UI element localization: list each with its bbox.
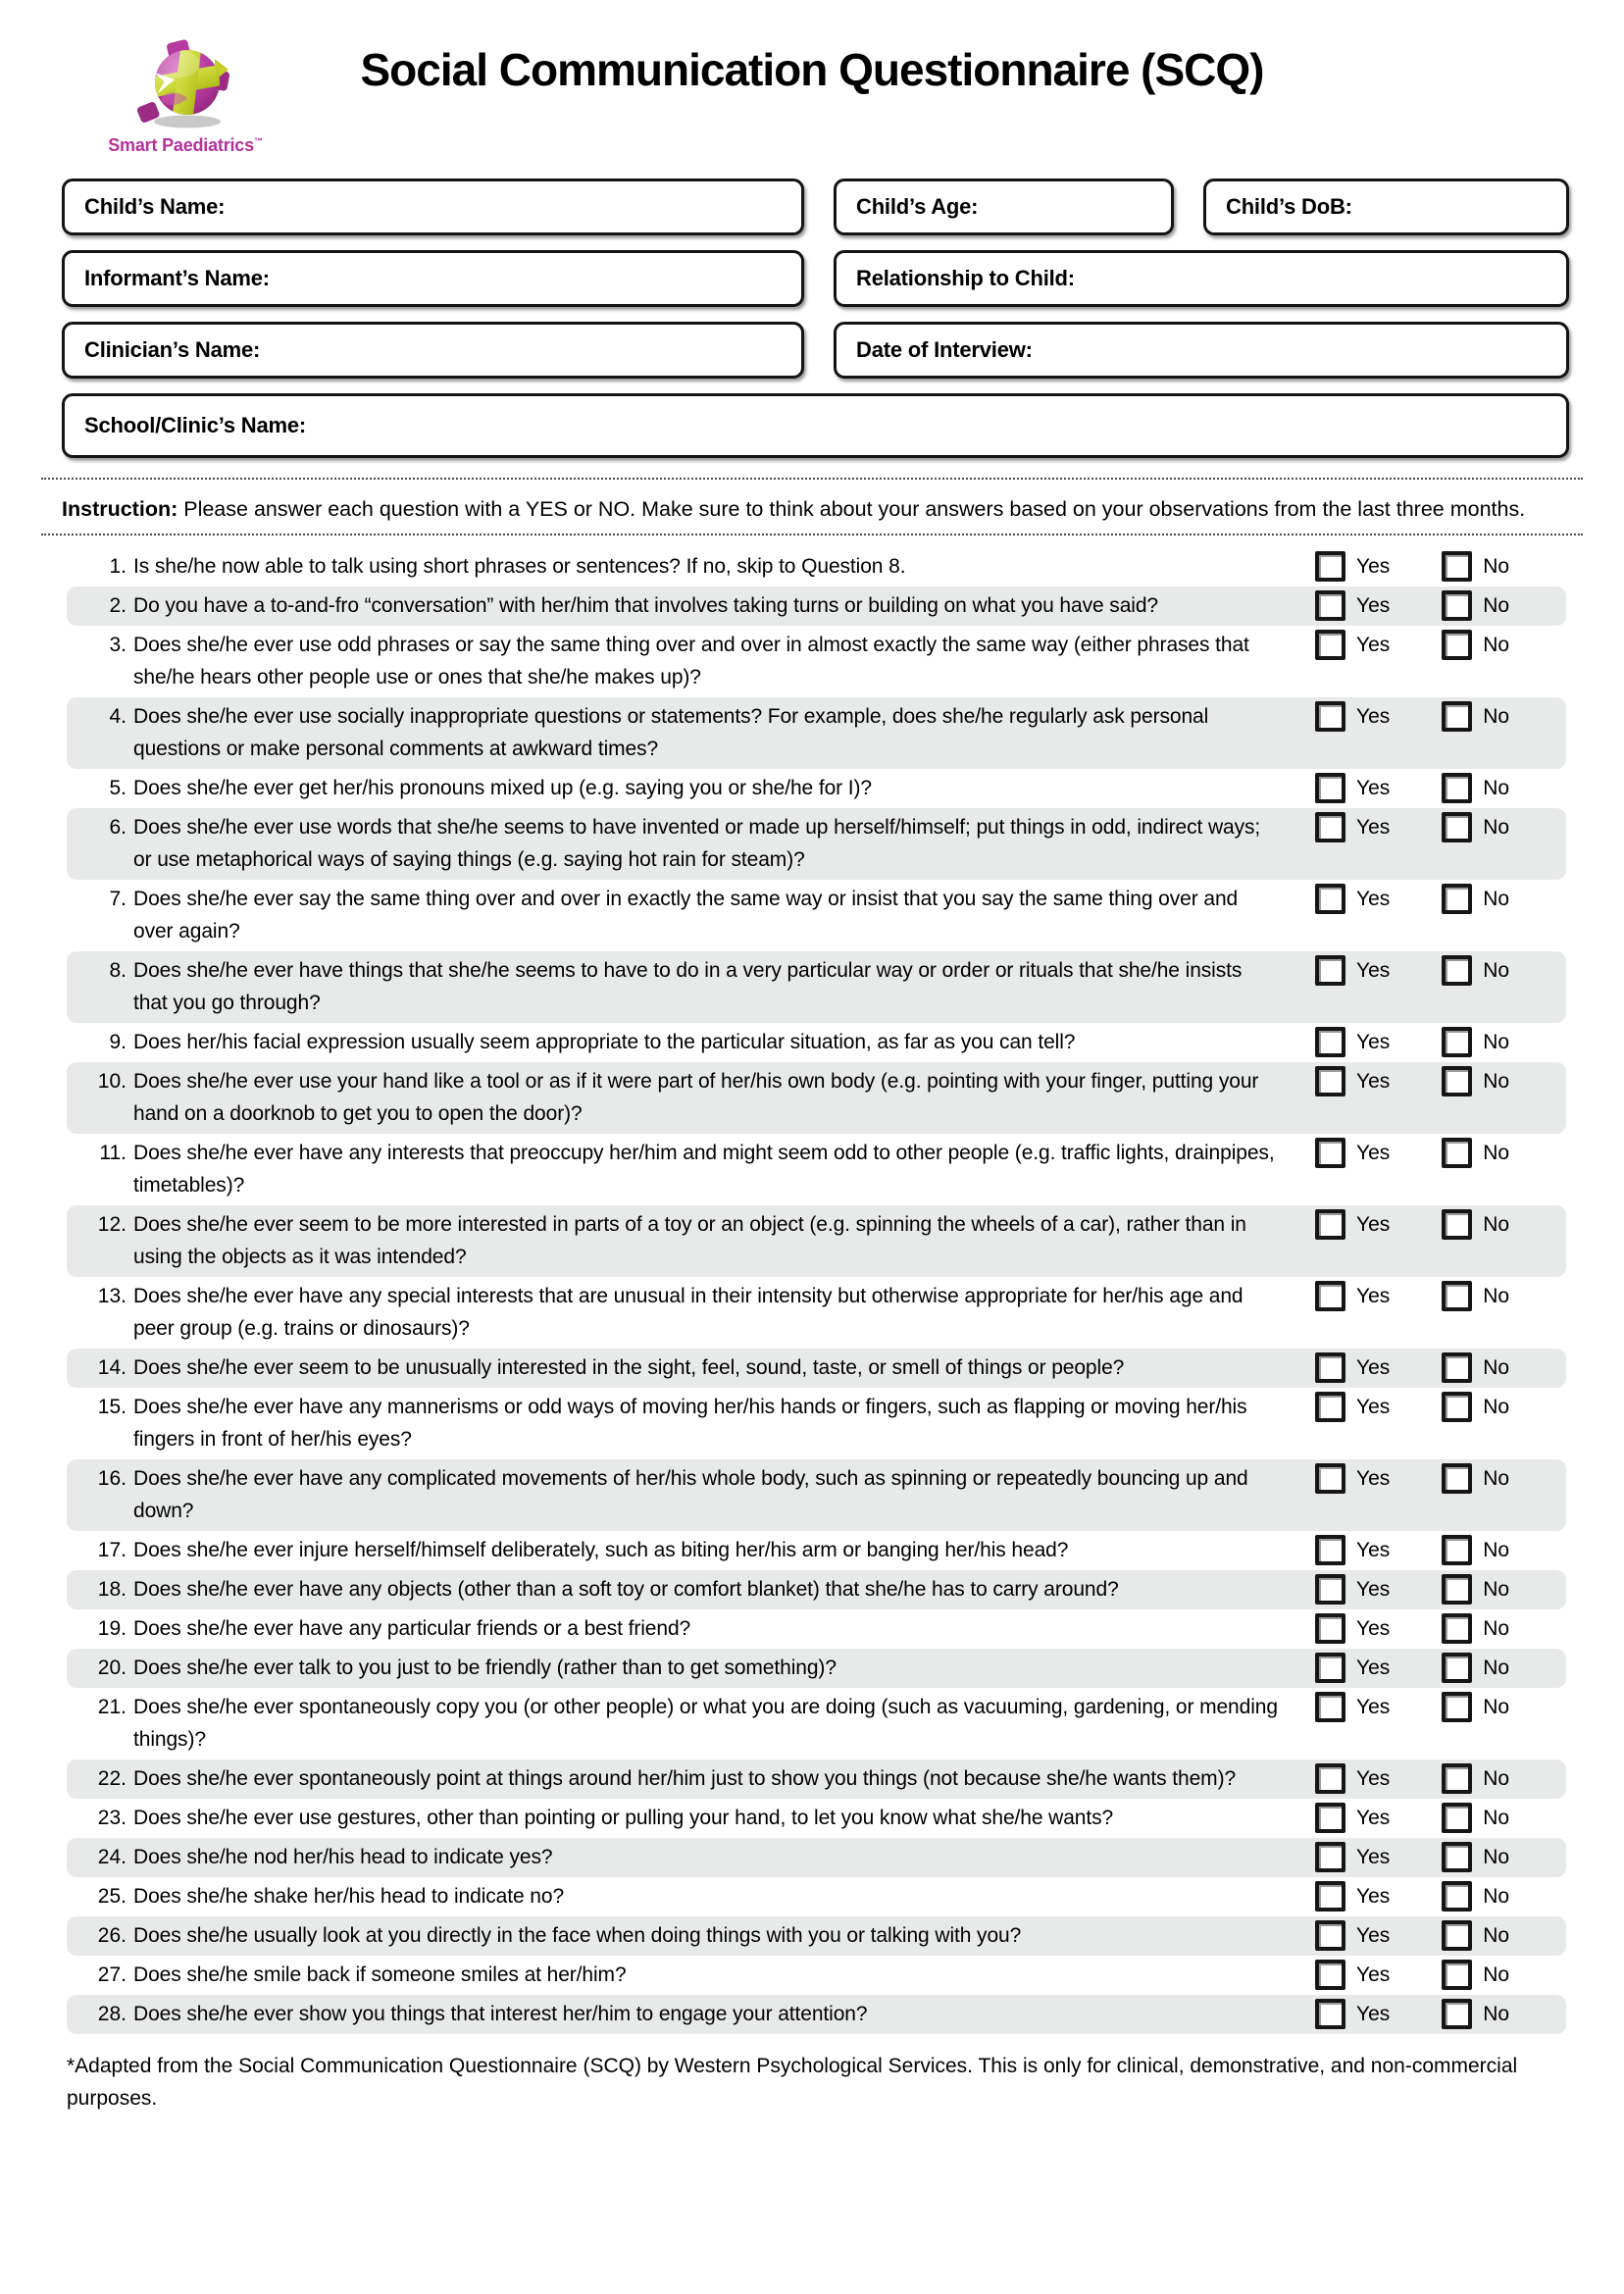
yes-checkbox[interactable] (1315, 1960, 1345, 1990)
no-label: No (1483, 1696, 1510, 1718)
question-number: 1. (109, 555, 127, 578)
yes-checkbox[interactable] (1315, 884, 1345, 914)
answer-options (1315, 550, 1560, 583)
no-label: No (1483, 777, 1510, 799)
no-label: No (1483, 1767, 1510, 1790)
no-label: No (1483, 1924, 1510, 1947)
no-label: No (1483, 1031, 1510, 1053)
answer-options (1315, 1280, 1560, 1312)
no-checkbox[interactable] (1442, 1960, 1472, 1990)
question-number: 22. (97, 1767, 127, 1790)
no-label: No (1483, 1142, 1510, 1164)
question-number: 17. (97, 1539, 127, 1561)
question-number: 26. (97, 1924, 127, 1947)
question-row (67, 769, 1566, 808)
question-row (67, 1023, 1566, 1062)
yes-label: Yes (1356, 1846, 1391, 1868)
yes-label: Yes (1356, 1578, 1391, 1601)
question-number: 16. (97, 1467, 127, 1490)
yes-checkbox[interactable] (1315, 812, 1345, 842)
yes-label: Yes (1356, 1285, 1391, 1307)
question-row (67, 1531, 1566, 1570)
answer-options (1315, 1573, 1560, 1606)
question-row (67, 1459, 1566, 1531)
patient-info-section (62, 178, 1569, 458)
question-row (67, 697, 1566, 769)
yes-checkbox[interactable] (1315, 1803, 1345, 1833)
question-number: 12. (97, 1213, 127, 1236)
no-label: No (1483, 1578, 1510, 1601)
no-label: No (1483, 816, 1510, 839)
yes-label: Yes (1356, 1617, 1391, 1640)
question-row (67, 951, 1566, 1023)
no-checkbox[interactable] (1442, 773, 1472, 803)
no-label: No (1483, 1617, 1510, 1640)
answer-options (1315, 1841, 1560, 1873)
answer-options (1315, 1462, 1560, 1495)
question-row (67, 1205, 1566, 1277)
no-label: No (1483, 1807, 1510, 1829)
no-checkbox[interactable] (1442, 1574, 1472, 1605)
no-checkbox[interactable] (1442, 551, 1472, 582)
answer-options (1315, 954, 1560, 987)
answer-options (1315, 1391, 1560, 1423)
no-checkbox[interactable] (1442, 884, 1472, 914)
yes-label: Yes (1356, 888, 1391, 910)
no-label: No (1483, 1213, 1510, 1236)
no-checkbox[interactable] (1442, 1281, 1472, 1311)
yes-label: Yes (1356, 555, 1391, 578)
question-text: Does she/he ever have any interests that preoccupy her/him and might seem odd to other people (e.g. traffic lights, drainpipes, timetables)? (133, 1142, 1275, 1197)
yes-checkbox[interactable] (1315, 1613, 1345, 1644)
yes-checkbox[interactable] (1315, 1027, 1345, 1057)
question-text: Does she/he smile back if someone smiles at her/him? (133, 1963, 627, 1986)
yes-checkbox[interactable] (1315, 1763, 1345, 1794)
question-row (67, 808, 1566, 880)
question-text: Does she/he ever use gestures, other than pointing or pulling your hand, to let you know what she/he wants? (133, 1807, 1114, 1829)
question-number: 11. (99, 1142, 127, 1164)
question-row (67, 1277, 1566, 1349)
no-label: No (1483, 555, 1510, 578)
no-label: No (1483, 594, 1510, 617)
no-label: No (1483, 1885, 1510, 1908)
yes-label: Yes (1356, 1031, 1391, 1053)
yes-checkbox[interactable] (1315, 1653, 1345, 1683)
answer-options (1315, 1652, 1560, 1684)
question-number: 6. (109, 816, 127, 839)
no-label: No (1483, 1356, 1510, 1379)
no-checkbox[interactable] (1442, 1692, 1472, 1722)
info-row-2 (62, 250, 1569, 307)
yes-checkbox[interactable] (1315, 1535, 1345, 1565)
no-label: No (1483, 1657, 1510, 1679)
no-label: No (1483, 1396, 1510, 1418)
question-number: 5. (109, 777, 127, 799)
yes-checkbox[interactable] (1315, 1281, 1345, 1311)
page-title: Social Communication Questionnaire (SCQ) (360, 44, 1264, 95)
no-checkbox[interactable] (1442, 1392, 1472, 1422)
no-checkbox[interactable] (1442, 1653, 1472, 1683)
yes-label: Yes (1356, 2003, 1391, 2025)
question-text: Does she/he ever have any particular friends or a best friend? (133, 1617, 691, 1640)
no-label: No (1483, 2003, 1510, 2025)
no-checkbox[interactable] (1442, 1763, 1472, 1794)
question-text: Does she/he ever injure herself/himself deliberately, such as biting her/his arm or banging her/his head? (133, 1539, 1069, 1561)
info-row-4 (62, 393, 1569, 458)
question-row (67, 626, 1566, 697)
question-number: 2. (109, 594, 127, 617)
relationship-to-child-field[interactable] (834, 250, 1569, 307)
question-number: 7. (109, 888, 127, 910)
no-label: No (1483, 1539, 1510, 1561)
date-of-interview-label: Date of Interview: (856, 337, 1033, 362)
yes-checkbox[interactable] (1315, 701, 1345, 732)
no-checkbox[interactable] (1442, 1613, 1472, 1644)
answer-options (1315, 1880, 1560, 1912)
question-text: Does she/he ever talk to you just to be friendly (rather than to get something)? (133, 1657, 837, 1679)
question-text: Does she/he ever spontaneously point at things around her/him just to show you things (not because she/he wants them)? (133, 1767, 1237, 1790)
question-text: Does she/he ever have any special interests that are unusual in their intensity but otherwise appropriate for her/his age and peer group (e.g. trains or dinosaurs)? (133, 1285, 1243, 1340)
yes-label: Yes (1356, 705, 1391, 728)
childs-age-label: Child’s Age: (856, 194, 979, 219)
answer-options (1315, 700, 1560, 733)
question-number: 3. (109, 634, 127, 656)
question-number: 10. (97, 1070, 127, 1093)
yes-checkbox[interactable] (1315, 1920, 1345, 1951)
no-label: No (1483, 1070, 1510, 1093)
answer-options (1315, 629, 1560, 661)
question-text: Does she/he ever spontaneously copy you (or other people) or what you are doing (such as vacuuming, gardening, or mending things)? (133, 1696, 1278, 1751)
question-row (67, 1956, 1566, 1995)
yes-checkbox[interactable] (1315, 1692, 1345, 1722)
yes-label: Yes (1356, 1767, 1391, 1790)
answer-options (1315, 1351, 1560, 1384)
question-text: Does she/he usually look at you directly in the face when doing things with you or talking with you? (133, 1924, 1022, 1947)
question-text: Does she/he ever have any objects (other than a soft toy or comfort blanket) that she/he has to carry around? (133, 1578, 1119, 1601)
answer-options (1315, 1959, 1560, 1991)
question-row (67, 1609, 1566, 1649)
footnote: *Adapted from the Social Communication Questionnaire (SCQ) by Western Psychological Services. This is only for clinical, demonstrative, and non-commercial purposes. (67, 2055, 1518, 2110)
answer-options (1315, 1612, 1560, 1645)
question-text: Do you have a to-and-fro “conversation” with her/him that involves taking turns or building on what you have said? (133, 594, 1159, 617)
date-of-interview-field[interactable] (834, 322, 1569, 379)
no-checkbox[interactable] (1442, 1138, 1472, 1168)
yes-label: Yes (1356, 1213, 1391, 1236)
question-number: 28. (97, 2003, 127, 2025)
question-text: Does she/he ever use your hand like a tool or as if it were part of her/his own body (e.g. pointing with your finger, putting your hand on a doorknob to get you to open the door)? (133, 1070, 1259, 1125)
question-text: Does she/he ever have any complicated movements of her/his whole body, such as spinning or repeatedly bouncing up and down? (133, 1467, 1248, 1522)
no-checkbox[interactable] (1442, 1803, 1472, 1833)
clinicians-name-field[interactable] (62, 322, 804, 379)
question-text: Does she/he ever use odd phrases or say the same thing over and over in almost exactly the same way (either phrases that she/he hears other people use or ones that she/he makes up)? (133, 634, 1249, 688)
no-label: No (1483, 634, 1510, 656)
no-label: No (1483, 1963, 1510, 1986)
question-row (67, 1062, 1566, 1134)
answer-options (1315, 1762, 1560, 1795)
question-number: 4. (109, 705, 127, 728)
question-text: Does she/he ever get her/his pronouns mixed up (e.g. saying you or she/he for I)? (133, 777, 872, 799)
yes-checkbox[interactable] (1315, 1842, 1345, 1872)
yes-label: Yes (1356, 1142, 1391, 1164)
question-text: Does she/he ever say the same thing over and over in exactly the same way or insist that you say the same thing over and over again? (133, 888, 1239, 943)
question-row (67, 1877, 1566, 1916)
question-row (67, 1838, 1566, 1877)
no-checkbox[interactable] (1442, 1881, 1472, 1912)
no-label: No (1483, 1846, 1510, 1868)
question-number: 23. (97, 1807, 127, 1829)
no-checkbox[interactable] (1442, 1920, 1472, 1951)
childs-dob-field[interactable] (1203, 178, 1569, 235)
question-text: Does she/he shake her/his head to indicate no? (133, 1885, 565, 1908)
form-header (0, 0, 1624, 178)
answer-options (1315, 1998, 1560, 2030)
childs-name-label: Child’s Name: (84, 194, 226, 219)
yes-label: Yes (1356, 1657, 1391, 1679)
yes-label: Yes (1356, 1885, 1391, 1908)
no-label: No (1483, 959, 1510, 982)
instruction-label: Instruction: (62, 497, 178, 521)
question-text: Does she/he ever have any mannerisms or odd ways of moving her/his hands or fingers, such as flapping or moving her/his fingers in front of her/his eyes? (133, 1396, 1247, 1451)
yes-checkbox[interactable] (1315, 1881, 1345, 1912)
question-number: 19. (97, 1617, 127, 1640)
no-checkbox[interactable] (1442, 701, 1472, 732)
question-text: Does she/he ever seem to be more interested in parts of a toy or an object (e.g. spinning the wheels of a car), rather than in using the objects as it was intended? (133, 1213, 1246, 1268)
yes-label: Yes (1356, 634, 1391, 656)
question-text: Does she/he ever show you things that interest her/him to engage your attention? (133, 2003, 868, 2025)
yes-checkbox[interactable] (1315, 630, 1345, 660)
instruction-body: Please answer each question with a YES or NO. Make sure to think about your answers based on your observations from the last three months. (183, 497, 1526, 521)
question-number: 15. (97, 1396, 127, 1418)
question-row (67, 1570, 1566, 1609)
answer-options (1315, 1026, 1560, 1058)
yes-label: Yes (1356, 816, 1391, 839)
question-text: Does she/he ever seem to be unusually interested in the sight, feel, sound, taste, or smell of things or people? (133, 1356, 1125, 1379)
question-row (67, 880, 1566, 951)
no-label: No (1483, 1467, 1510, 1490)
yes-label: Yes (1356, 1396, 1391, 1418)
informants-name-label: Informant’s Name: (84, 266, 270, 290)
yes-label: Yes (1356, 1070, 1391, 1093)
answer-options (1315, 1208, 1560, 1241)
dotted-divider-bottom (41, 534, 1583, 535)
question-row (67, 547, 1566, 586)
school-clinic-name-field[interactable] (62, 393, 1569, 458)
informants-name-field[interactable] (62, 250, 804, 307)
yes-label: Yes (1356, 777, 1391, 799)
yes-label: Yes (1356, 1696, 1391, 1718)
yes-checkbox[interactable] (1315, 1209, 1345, 1240)
question-number: 21. (97, 1696, 127, 1718)
question-row (67, 1649, 1566, 1688)
question-row (67, 1995, 1566, 2034)
question-number: 20. (97, 1657, 127, 1679)
yes-checkbox[interactable] (1315, 1352, 1345, 1383)
question-number: 14. (97, 1356, 127, 1379)
answer-options (1315, 1802, 1560, 1834)
no-checkbox[interactable] (1442, 1999, 1472, 2029)
yes-label: Yes (1356, 1963, 1391, 1986)
question-list (67, 547, 1566, 2034)
answer-options (1315, 1919, 1560, 1952)
no-checkbox[interactable] (1442, 1535, 1472, 1565)
brand-name: Smart Paediatrics™ (108, 135, 263, 155)
question-number: 25. (97, 1885, 127, 1908)
clinicians-name-label: Clinician’s Name: (84, 337, 261, 362)
question-number: 18. (97, 1578, 127, 1601)
question-text: Does she/he nod her/his head to indicate yes? (133, 1846, 553, 1868)
info-row-1 (62, 178, 1569, 235)
question-text: Does she/he ever use words that she/he seems to have invented or made up herself/himself; put things in odd, indirect ways; or use metaphorical ways of saying things (e.g. saying hot rain for steam)? (133, 816, 1261, 871)
yes-label: Yes (1356, 1539, 1391, 1561)
yes-checkbox[interactable] (1315, 1392, 1345, 1422)
answer-options (1315, 811, 1560, 843)
question-text: Does she/he ever use socially inappropriate questions or statements? For example, does she/he regularly ask personal questions or make personal comments at awkward times? (133, 705, 1209, 760)
yes-checkbox[interactable] (1315, 551, 1345, 582)
yes-checkbox[interactable] (1315, 1066, 1345, 1096)
childs-name-field[interactable] (62, 178, 804, 235)
no-checkbox[interactable] (1442, 812, 1472, 842)
yes-checkbox[interactable] (1315, 1999, 1345, 2029)
question-row (67, 1759, 1566, 1799)
no-checkbox[interactable] (1442, 1027, 1472, 1057)
info-row-3 (62, 322, 1569, 379)
yes-label: Yes (1356, 594, 1391, 617)
no-checkbox[interactable] (1442, 955, 1472, 986)
question-row (67, 1916, 1566, 1956)
question-number: 13. (97, 1285, 127, 1307)
school-clinic-name-label: School/Clinic’s Name: (84, 413, 307, 437)
no-label: No (1483, 888, 1510, 910)
trademark-symbol: ™ (253, 136, 263, 146)
question-text: Does she/he ever have things that she/he seems to have to do in a very particular way or order or rituals that she/he insists that you go through? (133, 959, 1243, 1014)
yes-label: Yes (1356, 1807, 1391, 1829)
answer-options (1315, 1065, 1560, 1097)
no-checkbox[interactable] (1442, 1352, 1472, 1383)
question-row (67, 586, 1566, 626)
question-number: 24. (97, 1846, 127, 1868)
dotted-divider-top (41, 478, 1583, 480)
no-checkbox[interactable] (1442, 1842, 1472, 1872)
instruction-text (62, 494, 1562, 525)
no-checkbox[interactable] (1442, 630, 1472, 660)
childs-age-field[interactable] (834, 178, 1174, 235)
question-row (67, 1799, 1566, 1838)
answer-options (1315, 1691, 1560, 1723)
yes-checkbox[interactable] (1315, 955, 1345, 986)
yes-label: Yes (1356, 1356, 1391, 1379)
answer-options (1315, 772, 1560, 804)
answer-options (1315, 1534, 1560, 1566)
no-label: No (1483, 1285, 1510, 1307)
yes-checkbox[interactable] (1315, 1138, 1345, 1168)
relationship-to-child-label: Relationship to Child: (856, 266, 1075, 290)
yes-label: Yes (1356, 1467, 1391, 1490)
no-checkbox[interactable] (1442, 1066, 1472, 1096)
yes-checkbox[interactable] (1315, 590, 1345, 621)
answer-options (1315, 1137, 1560, 1169)
yes-checkbox[interactable] (1315, 1574, 1345, 1605)
question-row (67, 1388, 1566, 1459)
no-checkbox[interactable] (1442, 1463, 1472, 1494)
yes-label: Yes (1356, 1924, 1391, 1947)
question-text: Is she/he now able to talk using short phrases or sentences? If no, skip to Question 8. (133, 555, 906, 578)
question-row (67, 1134, 1566, 1205)
question-number: 9. (109, 1031, 127, 1053)
yes-label: Yes (1356, 959, 1391, 982)
no-checkbox[interactable] (1442, 590, 1472, 621)
question-number: 8. (109, 959, 127, 982)
yes-checkbox[interactable] (1315, 1463, 1345, 1494)
yes-checkbox[interactable] (1315, 773, 1345, 803)
answer-options (1315, 883, 1560, 915)
answer-options (1315, 589, 1560, 622)
question-text: Does her/his facial expression usually seem appropriate to the particular situation, as far as you can tell? (133, 1031, 1076, 1053)
question-number: 27. (97, 1963, 127, 1986)
question-row (67, 1349, 1566, 1388)
no-label: No (1483, 705, 1510, 728)
childs-dob-label: Child’s DoB: (1226, 194, 1352, 219)
question-row (67, 1688, 1566, 1759)
no-checkbox[interactable] (1442, 1209, 1472, 1240)
